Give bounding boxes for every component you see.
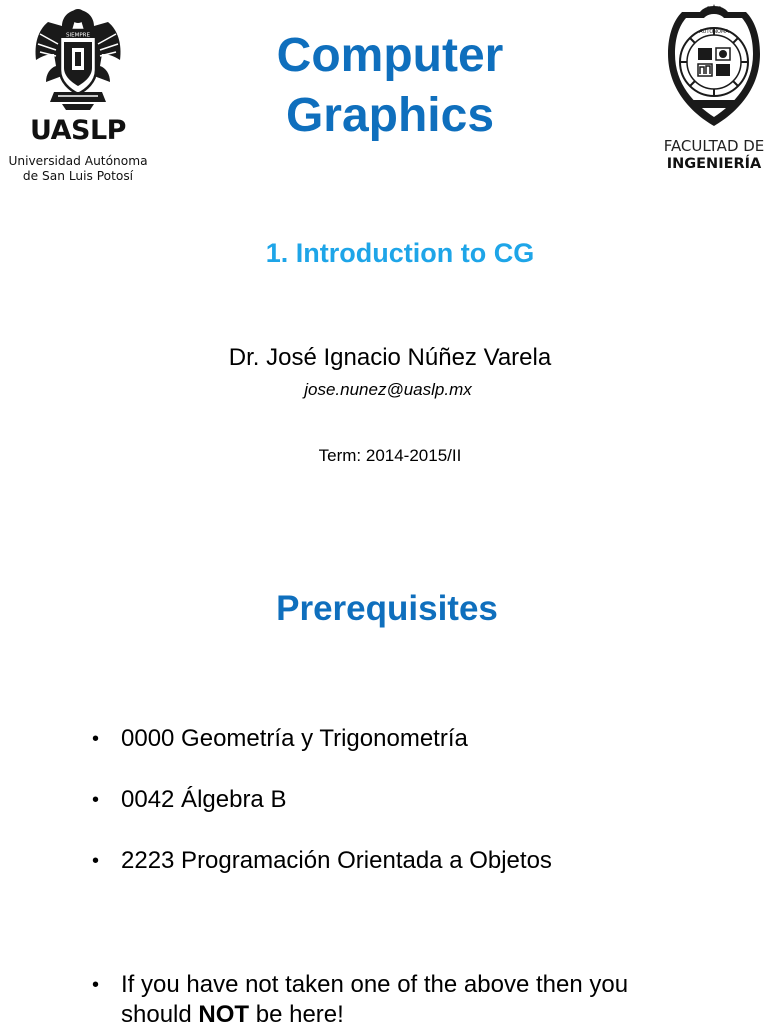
bullet-icon: • (92, 850, 100, 872)
uaslp-logo (0, 4, 156, 184)
lecture-subtitle: 1. Introduction to CG (265, 238, 535, 268)
university-name (0, 154, 156, 184)
warning-item (92, 970, 702, 1030)
term-label: Term: 2014-2015/II (318, 446, 462, 465)
warning-emphasis: NOT (198, 1001, 250, 1028)
facultad-logo (660, 4, 768, 176)
university-name-line1: Universidad Autónoma (8, 154, 148, 168)
bullet-icon: • (92, 974, 100, 996)
uaslp-abbreviation: UASLP (30, 115, 126, 146)
prerequisite-text: 0042 Álgebra B (121, 786, 287, 813)
author-email: jose.nunez@uaslp.mx (304, 380, 472, 399)
prerequisite-text: 0000 Geometría y Trigonometría (121, 725, 468, 752)
prerequisite-text: 2223 Programación Orientada a Objetos (121, 847, 552, 874)
svg-text:SIEMPRE: SIEMPRE (66, 32, 90, 39)
warning-text (121, 970, 702, 1030)
faculty-label-line2: INGENIERÍA (666, 156, 762, 172)
uaslp-eagle-crest-icon (28, 4, 128, 112)
warning-text-before: If you have not taken one of the above then you should (121, 971, 629, 1028)
svg-text:AUTONOMA: AUTONOMA (699, 29, 729, 35)
prerequisite-item (92, 724, 702, 754)
page-title (190, 26, 590, 146)
prerequisites-heading: Prerequisites (276, 589, 498, 628)
title-line2: Graphics (285, 89, 495, 142)
title-line1: Computer (276, 29, 504, 82)
prerequisite-item (92, 785, 702, 815)
facultad-ingenieria-seal-icon (664, 4, 764, 130)
university-name-line2: de San Luis Potosí (22, 169, 134, 183)
author-name: Dr. José Ignacio Núñez Varela (228, 344, 552, 371)
bullet-icon: • (92, 728, 100, 750)
warning-text-after: be here! (249, 1001, 344, 1028)
prerequisite-item (92, 846, 702, 876)
faculty-label-line1: FACULTAD DE (663, 137, 765, 155)
bullet-icon: • (92, 789, 100, 811)
